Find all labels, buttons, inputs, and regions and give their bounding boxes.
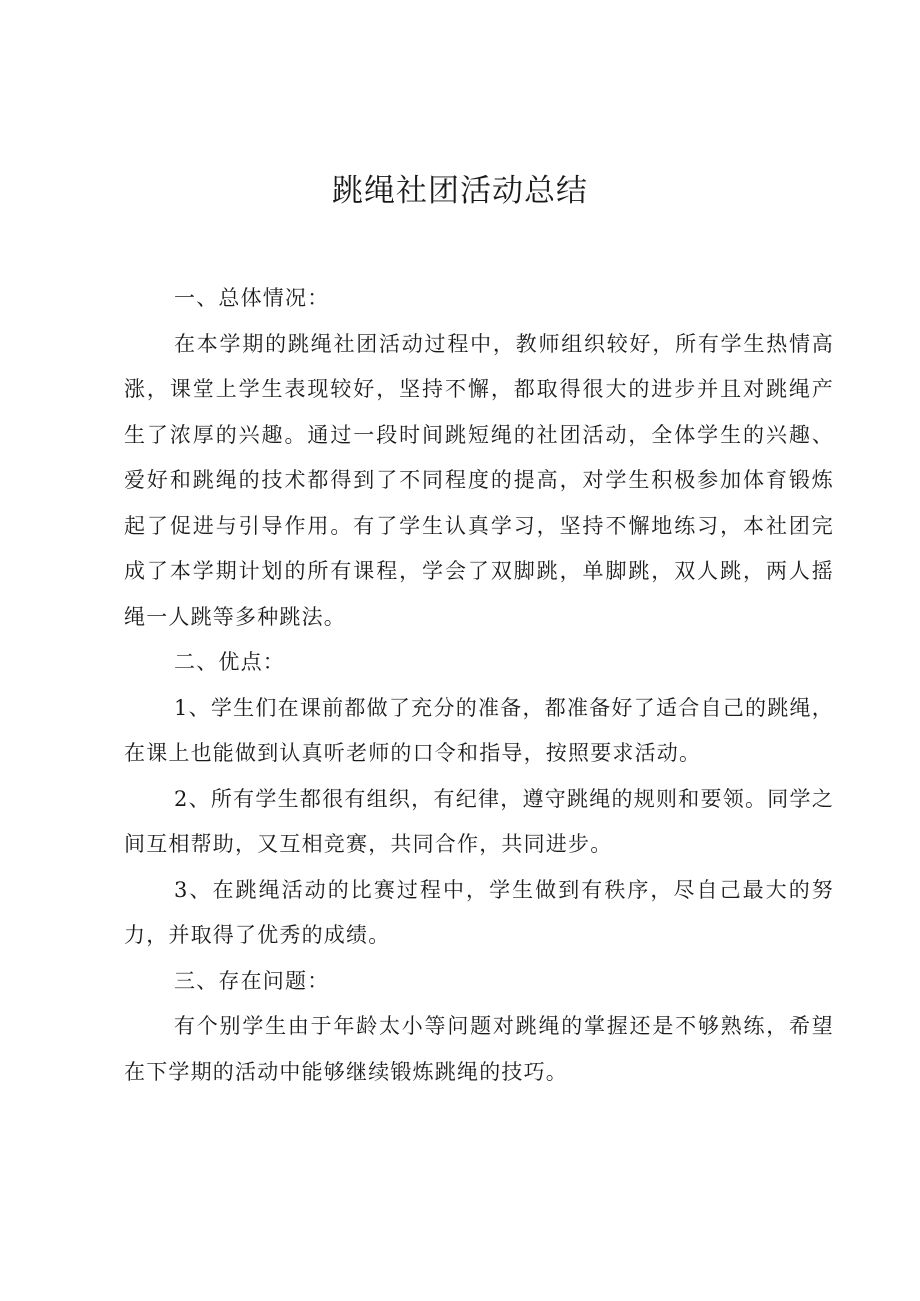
section-heading-overall: 一、总体情况： [174, 286, 330, 310]
section-heading-advantages: 二、优点： [174, 650, 285, 674]
paragraph-advantage-3: 3、在跳绳活动的比赛过程中，学生做到有秩序，尽自己最大的努力，并取得了优秀的成绩。 [124, 877, 834, 947]
paragraph-problems: 有个别学生由于年龄太小等问题对跳绳的掌握还是不够熟练，希望在下学期的活动中能够继续锻炼跳绳的技巧。 [124, 1014, 834, 1084]
document-title: 跳绳社团活动总结 [332, 173, 588, 209]
document-body [124, 276, 834, 1095]
paragraph-overall: 在本学期的跳绳社团活动过程中，教师组织较好，所有学生热情高涨，课堂上学生表现较好，坚持不懈，都取得很大的进步并且对跳绳产生了浓厚的兴趣。通过一段时间跳短绳的社团活动，全体学生的兴趣、爱好和跳绳的技术都得到了不同程度的提高，对学生积极参加体育锻炼起了促进与引导作用。有了学生认真学习，坚持不懈地练习，本社团完成了本学期计划的所有课程，学会了双脚跳，单脚跳，双人跳，两人摇绳一人跳等多种跳法。 [124, 331, 834, 629]
paragraph-advantage-1: 1、学生们在课前都做了充分的准备，都准备好了适合自己的跳绳，在课上也能做到认真听老师的口令和指导，按照要求活动。 [124, 695, 834, 765]
paragraph-advantage-2: 2、所有学生都很有组织，有纪律，遵守跳绳的规则和要领。同学之间互相帮助，又互相竞赛，共同合作，共同进步。 [124, 786, 834, 856]
section-heading-problems: 三、存在问题： [174, 968, 330, 993]
